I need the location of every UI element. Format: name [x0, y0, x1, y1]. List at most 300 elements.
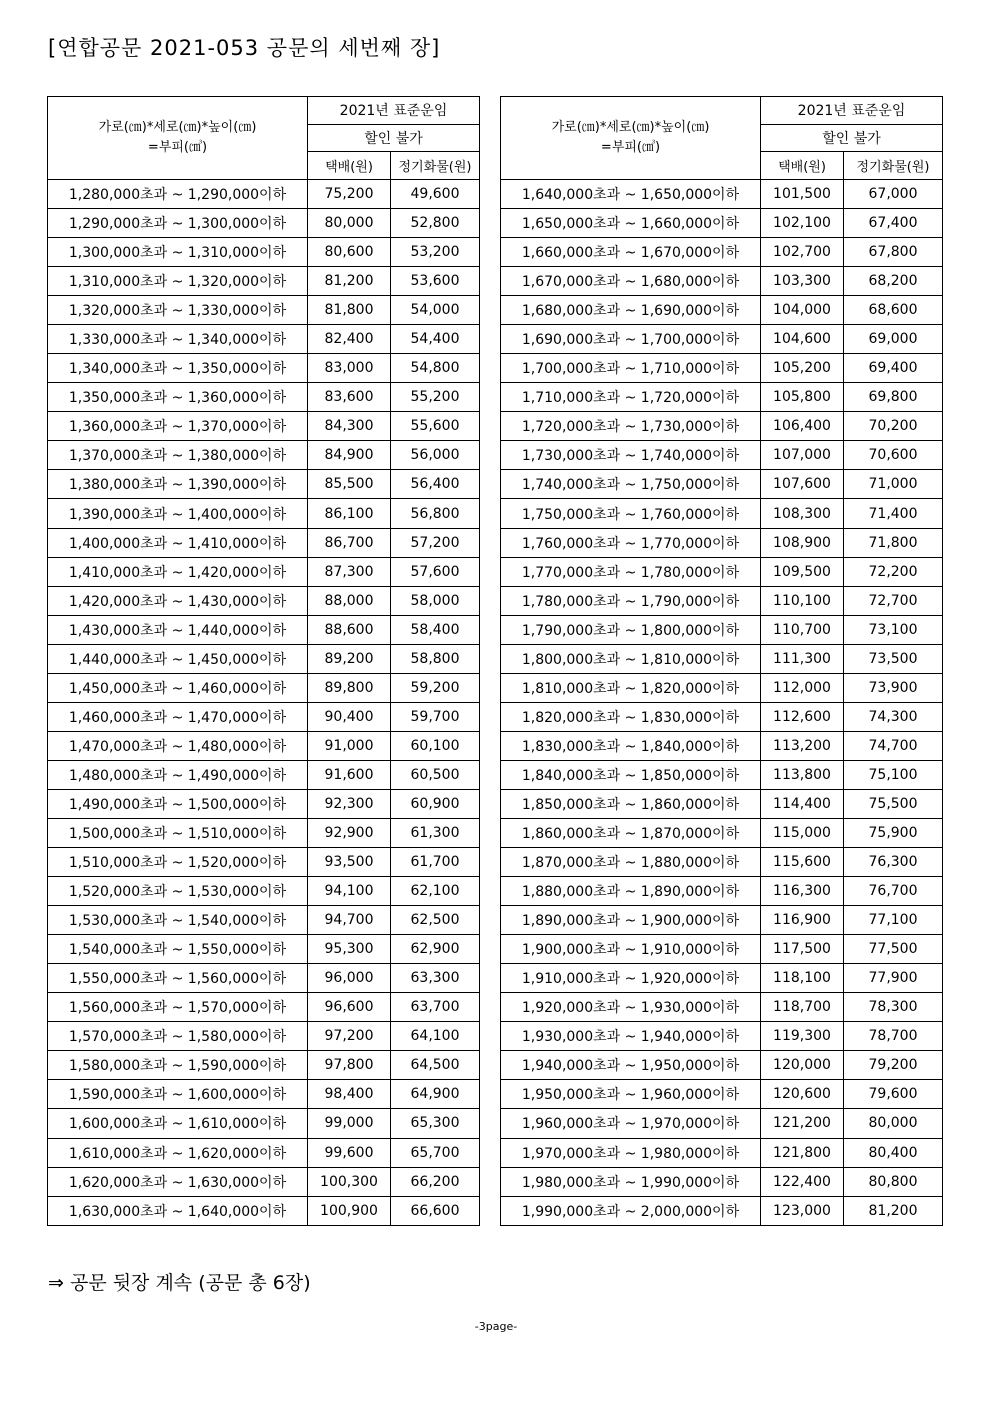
- parcel-rate-cell: 75,200: [308, 179, 391, 208]
- freight-rate-cell: 77,100: [844, 906, 943, 935]
- freight-rate-cell: 60,900: [391, 789, 480, 818]
- freight-rate-cell: 64,900: [391, 1080, 480, 1109]
- parcel-rate-cell: 115,000: [761, 819, 844, 848]
- no-discount-header: 할인 불가: [761, 124, 943, 152]
- table-row: [48, 179, 480, 208]
- table-row: [48, 325, 480, 354]
- table-row: [501, 1167, 943, 1196]
- table-row: [501, 702, 943, 731]
- table-row: [48, 470, 480, 499]
- parcel-rate-cell: 87,300: [308, 557, 391, 586]
- volume-range-cell: 1,520,000초과 ~ 1,530,000이하: [48, 877, 308, 906]
- table-row: [501, 789, 943, 818]
- freight-rate-cell: 61,300: [391, 819, 480, 848]
- volume-range-cell: 1,570,000초과 ~ 1,580,000이하: [48, 1022, 308, 1051]
- parcel-rate-cell: 100,900: [308, 1196, 391, 1225]
- table-row: [48, 731, 480, 760]
- volume-range-cell: 1,430,000초과 ~ 1,440,000이하: [48, 615, 308, 644]
- freight-rate-cell: 78,700: [844, 1022, 943, 1051]
- freight-rate-cell: 77,900: [844, 964, 943, 993]
- volume-range-cell: 1,820,000초과 ~ 1,830,000이하: [501, 702, 761, 731]
- freight-rate-cell: 64,500: [391, 1051, 480, 1080]
- parcel-rate-cell: 81,200: [308, 267, 391, 296]
- parcel-rate-cell: 97,800: [308, 1051, 391, 1080]
- volume-range-cell: 1,630,000초과 ~ 1,640,000이하: [48, 1196, 308, 1225]
- parcel-rate-cell: 120,600: [761, 1080, 844, 1109]
- volume-range-cell: 1,950,000초과 ~ 1,960,000이하: [501, 1080, 761, 1109]
- parcel-rate-cell: 109,500: [761, 557, 844, 586]
- volume-range-cell: 1,500,000초과 ~ 1,510,000이하: [48, 819, 308, 848]
- freight-rate-cell: 71,400: [844, 499, 943, 528]
- table-row: [48, 267, 480, 296]
- table-row: [501, 731, 943, 760]
- parcel-rate-cell: 98,400: [308, 1080, 391, 1109]
- freight-rate-cell: 66,600: [391, 1196, 480, 1225]
- volume-range-cell: 1,440,000초과 ~ 1,450,000이하: [48, 644, 308, 673]
- table-row: [48, 499, 480, 528]
- table-row: [48, 412, 480, 441]
- freight-rate-cell: 56,000: [391, 441, 480, 470]
- parcel-rate-cell: 102,100: [761, 209, 844, 238]
- table-row: [501, 499, 943, 528]
- parcel-rate-cell: 94,100: [308, 877, 391, 906]
- table-row: [501, 877, 943, 906]
- freight-rate-cell: 57,600: [391, 557, 480, 586]
- volume-range-cell: 1,330,000초과 ~ 1,340,000이하: [48, 325, 308, 354]
- table-row: [501, 557, 943, 586]
- continuation-note: ⇒ 공문 뒷장 계속 (공문 총 6장): [48, 1272, 311, 1294]
- volume-range-cell: 1,400,000초과 ~ 1,410,000이하: [48, 528, 308, 557]
- parcel-rate-cell: 96,600: [308, 993, 391, 1022]
- table-row: [501, 993, 943, 1022]
- freight-rate-cell: 80,000: [844, 1109, 943, 1138]
- table-row: [48, 673, 480, 702]
- table-row: [501, 615, 943, 644]
- table-row: [48, 1080, 480, 1109]
- table-row: [48, 615, 480, 644]
- parcel-rate-cell: 117,500: [761, 935, 844, 964]
- table-row: [48, 644, 480, 673]
- volume-range-cell: 1,880,000초과 ~ 1,890,000이하: [501, 877, 761, 906]
- parcel-rate-cell: 107,000: [761, 441, 844, 470]
- freight-rate-cell: 76,700: [844, 877, 943, 906]
- freight-rate-cell: 65,700: [391, 1138, 480, 1167]
- freight-rate-cell: 58,400: [391, 615, 480, 644]
- parcel-rate-cell: 102,700: [761, 238, 844, 267]
- parcel-rate-cell: 108,900: [761, 528, 844, 557]
- parcel-rate-cell: 99,000: [308, 1109, 391, 1138]
- parcel-rate-cell: 104,600: [761, 325, 844, 354]
- table-row: [501, 179, 943, 208]
- parcel-rate-cell: 86,100: [308, 499, 391, 528]
- freight-rate-cell: 70,200: [844, 412, 943, 441]
- freight-rate-cell: 67,000: [844, 179, 943, 208]
- parcel-rate-cell: 105,800: [761, 383, 844, 412]
- table-row: [48, 586, 480, 615]
- volume-range-cell: 1,410,000초과 ~ 1,420,000이하: [48, 557, 308, 586]
- parcel-rate-cell: 122,400: [761, 1167, 844, 1196]
- freight-rate-cell: 81,200: [844, 1196, 943, 1225]
- parcel-rate-cell: 118,700: [761, 993, 844, 1022]
- table-row: [48, 1051, 480, 1080]
- parcel-rate-cell: 91,000: [308, 731, 391, 760]
- table-row: [501, 267, 943, 296]
- table-row: [48, 1196, 480, 1225]
- volume-range-header: [501, 97, 761, 180]
- volume-range-cell: 1,370,000초과 ~ 1,380,000이하: [48, 441, 308, 470]
- freight-rate-cell: 60,500: [391, 760, 480, 789]
- table-row: [48, 557, 480, 586]
- table-row: [48, 1022, 480, 1051]
- freight-rate-cell: 79,200: [844, 1051, 943, 1080]
- rate-rows-left: [48, 179, 480, 1225]
- freight-rate-cell: 68,600: [844, 296, 943, 325]
- table-row: [48, 1109, 480, 1138]
- freight-rate-cell: 75,500: [844, 789, 943, 818]
- parcel-rate-cell: 92,300: [308, 789, 391, 818]
- freight-rate-cell: 55,200: [391, 383, 480, 412]
- freight-rate-cell: 67,800: [844, 238, 943, 267]
- freight-rate-cell: 68,200: [844, 267, 943, 296]
- freight-rate-cell: 62,900: [391, 935, 480, 964]
- volume-range-cell: 1,720,000초과 ~ 1,730,000이하: [501, 412, 761, 441]
- volume-range-cell: 1,290,000초과 ~ 1,300,000이하: [48, 209, 308, 238]
- volume-range-cell: 1,860,000초과 ~ 1,870,000이하: [501, 819, 761, 848]
- volume-range-cell: 1,910,000초과 ~ 1,920,000이하: [501, 964, 761, 993]
- table-row: [48, 906, 480, 935]
- parcel-rate-cell: 112,600: [761, 702, 844, 731]
- table-row: [501, 383, 943, 412]
- parcel-rate-cell: 120,000: [761, 1051, 844, 1080]
- freight-rate-cell: 64,100: [391, 1022, 480, 1051]
- freight-rate-cell: 73,100: [844, 615, 943, 644]
- volume-range-cell: 1,960,000초과 ~ 1,970,000이하: [501, 1109, 761, 1138]
- parcel-rate-cell: 113,800: [761, 760, 844, 789]
- table-row: [501, 1138, 943, 1167]
- freight-rate-cell: 58,000: [391, 586, 480, 615]
- parcel-rate-cell: 112,000: [761, 673, 844, 702]
- volume-range-cell: 1,920,000초과 ~ 1,930,000이하: [501, 993, 761, 1022]
- volume-range-cell: 1,380,000초과 ~ 1,390,000이하: [48, 470, 308, 499]
- freight-column-header: 정기화물(원): [391, 152, 480, 180]
- volume-range-cell: 1,460,000초과 ~ 1,470,000이하: [48, 702, 308, 731]
- volume-range-cell: 1,320,000초과 ~ 1,330,000이하: [48, 296, 308, 325]
- freight-column-header: 정기화물(원): [844, 152, 943, 180]
- table-row: [48, 1167, 480, 1196]
- table-row: [48, 789, 480, 818]
- freight-rate-cell: 54,800: [391, 354, 480, 383]
- freight-rate-cell: 73,500: [844, 644, 943, 673]
- parcel-rate-cell: 121,800: [761, 1138, 844, 1167]
- table-row: [48, 383, 480, 412]
- parcel-rate-cell: 123,000: [761, 1196, 844, 1225]
- table-row: [501, 1022, 943, 1051]
- volume-range-cell: 1,900,000초과 ~ 1,910,000이하: [501, 935, 761, 964]
- volume-range-cell: 1,710,000초과 ~ 1,720,000이하: [501, 383, 761, 412]
- volume-range-cell: 1,800,000초과 ~ 1,810,000이하: [501, 644, 761, 673]
- volume-range-cell: 1,830,000초과 ~ 1,840,000이하: [501, 731, 761, 760]
- parcel-rate-cell: 81,800: [308, 296, 391, 325]
- volume-range-cell: 1,310,000초과 ~ 1,320,000이하: [48, 267, 308, 296]
- table-row: [501, 586, 943, 615]
- table-row: [501, 354, 943, 383]
- table-row: [501, 935, 943, 964]
- freight-rate-cell: 56,400: [391, 470, 480, 499]
- table-row: [501, 644, 943, 673]
- parcel-rate-cell: 115,600: [761, 848, 844, 877]
- parcel-rate-cell: 97,200: [308, 1022, 391, 1051]
- table-row: [48, 935, 480, 964]
- volume-range-cell: 1,790,000초과 ~ 1,800,000이하: [501, 615, 761, 644]
- volume-range-cell: 1,840,000초과 ~ 1,850,000이하: [501, 760, 761, 789]
- parcel-rate-cell: 89,200: [308, 644, 391, 673]
- table-row: [501, 296, 943, 325]
- volume-range-cell: 1,420,000초과 ~ 1,430,000이하: [48, 586, 308, 615]
- volume-range-cell: 1,450,000초과 ~ 1,460,000이하: [48, 673, 308, 702]
- table-row: [501, 1109, 943, 1138]
- parcel-rate-cell: 100,300: [308, 1167, 391, 1196]
- freight-rate-cell: 77,500: [844, 935, 943, 964]
- parcel-rate-cell: 107,600: [761, 470, 844, 499]
- freight-rate-cell: 80,800: [844, 1167, 943, 1196]
- parcel-rate-cell: 108,300: [761, 499, 844, 528]
- freight-rate-cell: 65,300: [391, 1109, 480, 1138]
- freight-rate-cell: 62,100: [391, 877, 480, 906]
- table-row: [48, 296, 480, 325]
- volume-range-cell: 1,480,000초과 ~ 1,490,000이하: [48, 760, 308, 789]
- parcel-rate-cell: 116,900: [761, 906, 844, 935]
- parcel-rate-cell: 113,200: [761, 731, 844, 760]
- freight-rate-cell: 53,200: [391, 238, 480, 267]
- parcel-rate-cell: 82,400: [308, 325, 391, 354]
- volume-range-cell: 1,730,000초과 ~ 1,740,000이하: [501, 441, 761, 470]
- volume-range-cell: 1,580,000초과 ~ 1,590,000이하: [48, 1051, 308, 1080]
- table-row: [48, 1138, 480, 1167]
- parcel-rate-cell: 94,700: [308, 906, 391, 935]
- volume-range-cell: 1,690,000초과 ~ 1,700,000이하: [501, 325, 761, 354]
- parcel-rate-cell: 121,200: [761, 1109, 844, 1138]
- volume-range-cell: 1,850,000초과 ~ 1,860,000이하: [501, 789, 761, 818]
- table-row: [48, 760, 480, 789]
- table-row: [48, 993, 480, 1022]
- volume-range-cell: 1,890,000초과 ~ 1,900,000이하: [501, 906, 761, 935]
- volume-range-cell: 1,930,000초과 ~ 1,940,000이하: [501, 1022, 761, 1051]
- volume-range-cell: 1,510,000초과 ~ 1,520,000이하: [48, 848, 308, 877]
- parcel-rate-cell: 80,600: [308, 238, 391, 267]
- volume-range-cell: 1,700,000초과 ~ 1,710,000이하: [501, 354, 761, 383]
- parcel-rate-cell: 84,900: [308, 441, 391, 470]
- volume-range-cell: 1,610,000초과 ~ 1,620,000이하: [48, 1138, 308, 1167]
- volume-range-cell: 1,980,000초과 ~ 1,990,000이하: [501, 1167, 761, 1196]
- freight-rate-cell: 72,700: [844, 586, 943, 615]
- freight-rate-cell: 54,000: [391, 296, 480, 325]
- volume-range-cell: 1,750,000초과 ~ 1,760,000이하: [501, 499, 761, 528]
- volume-range-cell: 1,620,000초과 ~ 1,630,000이하: [48, 1167, 308, 1196]
- freight-rate-cell: 73,900: [844, 673, 943, 702]
- table-row: [501, 760, 943, 789]
- volume-range-cell: 1,780,000초과 ~ 1,790,000이하: [501, 586, 761, 615]
- volume-range-header-line1: 가로(㎝)*세로(㎝)*높이(㎝): [98, 119, 257, 135]
- parcel-rate-cell: 90,400: [308, 702, 391, 731]
- freight-rate-cell: 67,400: [844, 209, 943, 238]
- table-row: [501, 209, 943, 238]
- table-row: [501, 1080, 943, 1109]
- volume-range-cell: 1,560,000초과 ~ 1,570,000이하: [48, 993, 308, 1022]
- volume-range-cell: 1,660,000초과 ~ 1,670,000이하: [501, 238, 761, 267]
- freight-rate-cell: 62,500: [391, 906, 480, 935]
- parcel-rate-cell: 99,600: [308, 1138, 391, 1167]
- volume-range-cell: 1,550,000초과 ~ 1,560,000이하: [48, 964, 308, 993]
- volume-range-cell: 1,940,000초과 ~ 1,950,000이하: [501, 1051, 761, 1080]
- volume-range-cell: 1,300,000초과 ~ 1,310,000이하: [48, 238, 308, 267]
- volume-range-cell: 1,680,000초과 ~ 1,690,000이하: [501, 296, 761, 325]
- freight-rate-cell: 75,900: [844, 819, 943, 848]
- no-discount-header: 할인 불가: [308, 124, 480, 152]
- table-row: [48, 354, 480, 383]
- freight-rate-cell: 54,400: [391, 325, 480, 354]
- parcel-rate-cell: 93,500: [308, 848, 391, 877]
- freight-rate-cell: 69,000: [844, 325, 943, 354]
- table-row: [501, 673, 943, 702]
- volume-range-cell: 1,390,000초과 ~ 1,400,000이하: [48, 499, 308, 528]
- volume-range-header: [48, 97, 308, 180]
- table-row: [48, 528, 480, 557]
- parcel-rate-cell: 106,400: [761, 412, 844, 441]
- freight-rate-cell: 75,100: [844, 760, 943, 789]
- freight-rate-cell: 70,600: [844, 441, 943, 470]
- parcel-rate-cell: 103,300: [761, 267, 844, 296]
- table-row: [501, 1196, 943, 1225]
- volume-range-cell: 1,340,000초과 ~ 1,350,000이하: [48, 354, 308, 383]
- table-row: [501, 528, 943, 557]
- rate-rows-right: [501, 179, 943, 1225]
- volume-range-cell: 1,670,000초과 ~ 1,680,000이하: [501, 267, 761, 296]
- table-row: [48, 238, 480, 267]
- parcel-column-header: 택배(원): [308, 152, 391, 180]
- page-title: [연합공문 2021-053 공문의 세번째 장]: [48, 36, 441, 60]
- freight-rate-cell: 55,600: [391, 412, 480, 441]
- table-row: [501, 238, 943, 267]
- freight-rate-cell: 49,600: [391, 179, 480, 208]
- parcel-rate-cell: 104,000: [761, 296, 844, 325]
- freight-rate-cell: 79,600: [844, 1080, 943, 1109]
- freight-rate-cell: 71,800: [844, 528, 943, 557]
- page-number: -3page-: [474, 1320, 518, 1333]
- freight-rate-cell: 63,300: [391, 964, 480, 993]
- parcel-rate-cell: 111,300: [761, 644, 844, 673]
- rate-table-right: [500, 96, 943, 1226]
- parcel-rate-cell: 88,000: [308, 586, 391, 615]
- volume-range-cell: 1,640,000초과 ~ 1,650,000이하: [501, 179, 761, 208]
- freight-rate-cell: 74,300: [844, 702, 943, 731]
- parcel-rate-cell: 91,600: [308, 760, 391, 789]
- freight-rate-cell: 52,800: [391, 209, 480, 238]
- freight-rate-cell: 74,700: [844, 731, 943, 760]
- freight-rate-cell: 61,700: [391, 848, 480, 877]
- freight-rate-cell: 69,400: [844, 354, 943, 383]
- table-row: [501, 441, 943, 470]
- freight-rate-cell: 71,000: [844, 470, 943, 499]
- parcel-rate-cell: 110,700: [761, 615, 844, 644]
- parcel-rate-cell: 116,300: [761, 877, 844, 906]
- table-row: [501, 1051, 943, 1080]
- parcel-rate-cell: 84,300: [308, 412, 391, 441]
- freight-rate-cell: 69,800: [844, 383, 943, 412]
- freight-rate-cell: 63,700: [391, 993, 480, 1022]
- freight-rate-cell: 60,100: [391, 731, 480, 760]
- freight-rate-cell: 76,300: [844, 848, 943, 877]
- parcel-rate-cell: 83,600: [308, 383, 391, 412]
- freight-rate-cell: 72,200: [844, 557, 943, 586]
- table-row: [48, 877, 480, 906]
- volume-range-cell: 1,470,000초과 ~ 1,480,000이하: [48, 731, 308, 760]
- volume-range-cell: 1,600,000초과 ~ 1,610,000이하: [48, 1109, 308, 1138]
- table-row: [48, 702, 480, 731]
- standard-rate-header: 2021년 표준운임: [308, 97, 480, 125]
- volume-range-cell: 1,760,000초과 ~ 1,770,000이하: [501, 528, 761, 557]
- parcel-rate-cell: 105,200: [761, 354, 844, 383]
- table-row: [501, 848, 943, 877]
- parcel-rate-cell: 95,300: [308, 935, 391, 964]
- table-row: [48, 848, 480, 877]
- volume-range-cell: 1,350,000초과 ~ 1,360,000이하: [48, 383, 308, 412]
- freight-rate-cell: 56,800: [391, 499, 480, 528]
- volume-range-cell: 1,590,000초과 ~ 1,600,000이하: [48, 1080, 308, 1109]
- volume-range-header-line2: =부피(㎤): [147, 139, 208, 155]
- parcel-column-header: 택배(원): [761, 152, 844, 180]
- table-row: [501, 470, 943, 499]
- table-row: [501, 964, 943, 993]
- parcel-rate-cell: 88,600: [308, 615, 391, 644]
- volume-range-cell: 1,810,000초과 ~ 1,820,000이하: [501, 673, 761, 702]
- table-row: [48, 441, 480, 470]
- standard-rate-header: 2021년 표준운임: [761, 97, 943, 125]
- freight-rate-cell: 59,200: [391, 673, 480, 702]
- freight-rate-cell: 78,300: [844, 993, 943, 1022]
- parcel-rate-cell: 114,400: [761, 789, 844, 818]
- volume-range-header-line2: =부피(㎤): [600, 139, 661, 155]
- volume-range-cell: 1,870,000초과 ~ 1,880,000이하: [501, 848, 761, 877]
- table-row: [501, 325, 943, 354]
- parcel-rate-cell: 101,500: [761, 179, 844, 208]
- table-row: [48, 209, 480, 238]
- parcel-rate-cell: 119,300: [761, 1022, 844, 1051]
- volume-range-cell: 1,360,000초과 ~ 1,370,000이하: [48, 412, 308, 441]
- freight-rate-cell: 66,200: [391, 1167, 480, 1196]
- parcel-rate-cell: 118,100: [761, 964, 844, 993]
- parcel-rate-cell: 89,800: [308, 673, 391, 702]
- parcel-rate-cell: 86,700: [308, 528, 391, 557]
- freight-rate-cell: 58,800: [391, 644, 480, 673]
- parcel-rate-cell: 83,000: [308, 354, 391, 383]
- volume-range-cell: 1,280,000초과 ~ 1,290,000이하: [48, 179, 308, 208]
- volume-range-cell: 1,490,000초과 ~ 1,500,000이하: [48, 789, 308, 818]
- volume-range-cell: 1,650,000초과 ~ 1,660,000이하: [501, 209, 761, 238]
- freight-rate-cell: 57,200: [391, 528, 480, 557]
- volume-range-header-line1: 가로(㎝)*세로(㎝)*높이(㎝): [551, 119, 710, 135]
- parcel-rate-cell: 85,500: [308, 470, 391, 499]
- volume-range-cell: 1,530,000초과 ~ 1,540,000이하: [48, 906, 308, 935]
- volume-range-cell: 1,770,000초과 ~ 1,780,000이하: [501, 557, 761, 586]
- table-row: [501, 819, 943, 848]
- rate-table-left: [47, 96, 480, 1226]
- parcel-rate-cell: 96,000: [308, 964, 391, 993]
- parcel-rate-cell: 92,900: [308, 819, 391, 848]
- table-row: [48, 819, 480, 848]
- volume-range-cell: 1,540,000초과 ~ 1,550,000이하: [48, 935, 308, 964]
- parcel-rate-cell: 80,000: [308, 209, 391, 238]
- freight-rate-cell: 53,600: [391, 267, 480, 296]
